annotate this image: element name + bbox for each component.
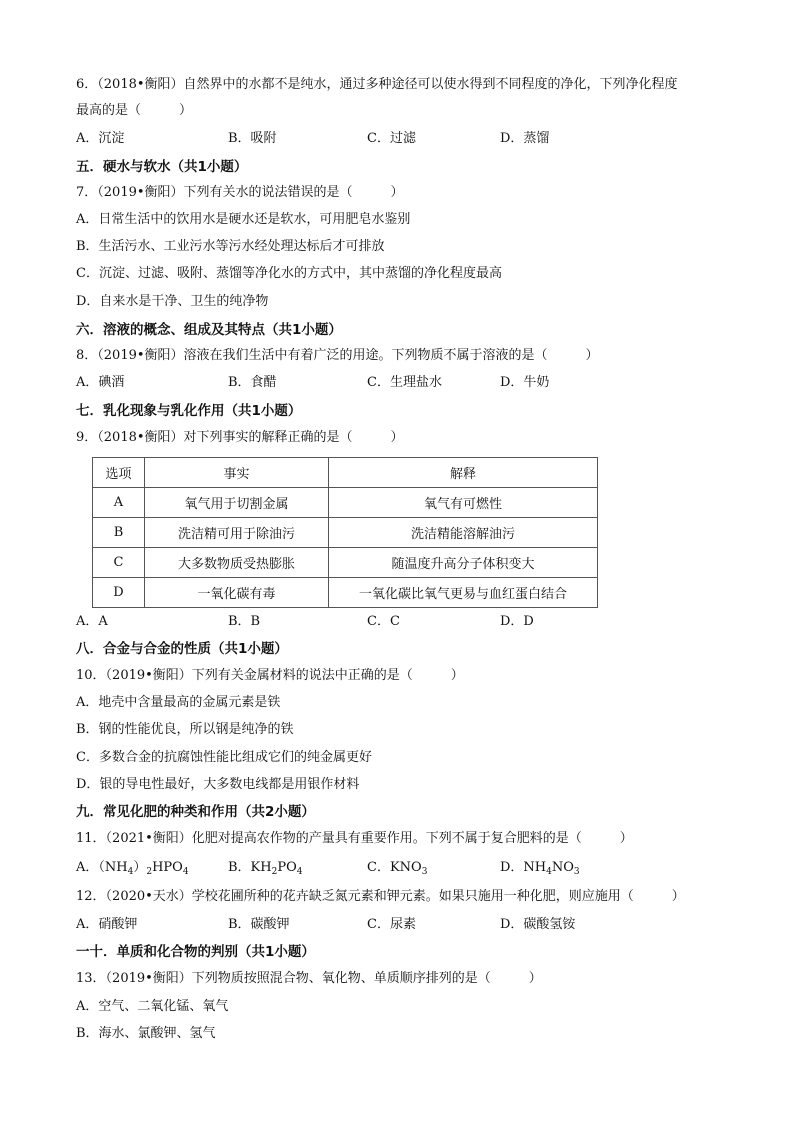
table-row: [93, 578, 598, 608]
section-9-heading: 九．常见化肥的种类和作用（共2小题）: [76, 804, 315, 820]
question-13-option-b: B．海水、氯酸钾、氢气: [76, 1026, 216, 1041]
section-6-heading: 六．溶液的概念、组成及其特点（共1小题）: [76, 322, 342, 338]
table-cell: C: [93, 548, 145, 578]
table-header-row: [93, 458, 598, 488]
question-10-option-c: C．多数合金的抗腐蚀性能比组成它们的纯金属更好: [76, 750, 372, 765]
section-8-heading: 八．合金与合金的性质（共1小题）: [76, 641, 288, 657]
question-12-option-c: C．尿素: [367, 917, 416, 932]
question-9-option-b: B．B: [228, 614, 261, 629]
question-8-option-d: D．牛奶: [500, 375, 550, 390]
question-9-option-c: C．C: [367, 614, 400, 629]
table-cell: 氧气用于切割金属: [145, 488, 329, 518]
question-7-option-d: D．自来水是干净、卫生的纯净物: [76, 294, 269, 309]
table-cell: A: [93, 488, 145, 518]
question-10-option-b: B．钢的性能优良，所以钢是纯净的铁: [76, 722, 294, 737]
question-7-option-b: B．生活污水、工业污水等污水经处理达标后才可排放: [76, 239, 385, 254]
table-cell: 洗洁精可用于除油污: [145, 518, 329, 548]
question-6-option-a: A．沉淀: [76, 131, 125, 146]
question-11-option-b: B．$KH_2PO_4$: [228, 860, 303, 877]
question-6-option-c: C．过滤: [367, 131, 416, 146]
question-10-option-d: D．银的导电性最好，大多数电线都是用银作材料: [76, 777, 360, 792]
question-8-option-a: A．碘酒: [76, 375, 125, 390]
question-9-table: [92, 457, 598, 608]
table-cell: 随温度升高分子体积变大: [329, 548, 598, 578]
question-12-option-a: A．硝酸钾: [76, 917, 138, 932]
question-6-option-d: D．蒸馏: [500, 131, 550, 146]
question-7-option-c: C．沉淀、过滤、吸附、蒸馏等净化水的方式中，其中蒸馏的净化程度最高: [76, 266, 502, 281]
table-cell: 氧气有可燃性: [329, 488, 598, 518]
question-10-stem: 10．（2019•衡阳）下列有关金属材料的说法中正确的是（ ）: [76, 668, 464, 683]
question-6-option-b: B．吸附: [228, 131, 277, 146]
table-cell: 一氧化碳比氧气更易与血红蛋白结合: [329, 578, 598, 608]
table-cell: 一氧化碳有毒: [145, 578, 329, 608]
table-cell: 大多数物质受热膨胀: [145, 548, 329, 578]
question-9-option-d: D．D: [500, 614, 534, 629]
question-9-stem: 9．（2018•衡阳）对下列事实的解释正确的是（ ）: [76, 430, 404, 445]
table-cell: 洗洁精能溶解油污: [329, 518, 598, 548]
table-header-cell: 解释: [329, 458, 598, 488]
question-7-option-a: A．日常生活中的饮用水是硬水还是软水，可用肥皂水鉴别: [76, 212, 411, 227]
table-row: [93, 518, 598, 548]
table-cell: D: [93, 578, 145, 608]
question-11-option-c: C．$KNO_3$: [367, 860, 428, 877]
question-13-stem: 13．（2019•衡阳）下列物质按照混合物、氧化物、单质顺序排列的是（ ）: [76, 971, 542, 986]
table-cell: B: [93, 518, 145, 548]
question-7-stem: 7．（2019•衡阳）下列有关水的说法错误的是（ ）: [76, 185, 404, 200]
section-5-heading: 五．硬水与软水（共1小题）: [76, 159, 248, 175]
question-8-option-b: B．食醋: [228, 375, 277, 390]
question-8-stem: 8．（2019•衡阳）溶液在我们生活中有着广泛的用途。下列物质不属于溶液的是（ ）: [76, 348, 599, 363]
section-10-heading: 一十．单质和化合物的判别（共1小题）: [76, 944, 315, 960]
table-header-cell: 选项: [93, 458, 145, 488]
question-12-option-b: B．碳酸钾: [228, 917, 290, 932]
question-11-option-a: A．$(NH_4)_2HPO_4$: [76, 860, 189, 877]
question-13-option-a: A．空气、二氧化锰、氧气: [76, 999, 229, 1014]
question-9-option-a: A．A: [76, 614, 108, 629]
question-12-stem: 12．（2020•天水）学校花圃所种的花卉缺乏氮元素和钾元素。如果只施用一种化肥，则应施用（ ）: [76, 889, 685, 904]
question-11-option-d: D．$NH_4NO_3$: [500, 860, 580, 877]
question-10-option-a: A．地壳中含量最高的金属元素是铁: [76, 695, 281, 710]
table-header-cell: 事实: [145, 458, 329, 488]
table-row: [93, 488, 598, 518]
question-8-option-c: C．生理盐水: [367, 375, 442, 390]
question-6-stem-line1: 6．（2018•衡阳）自然界中的水都不是纯水，通过多种途径可以使水得到不同程度的净化，下列净化程度: [76, 77, 678, 92]
table-row: [93, 548, 598, 578]
section-7-heading: 七．乳化现象与乳化作用（共1小题）: [76, 403, 302, 419]
question-11-stem: 11．（2021•衡阳）化肥对提高农作物的产量具有重要作用。下列不属于复合肥料的是（ ）: [76, 831, 633, 846]
question-12-option-d: D．碳酸氢铵: [500, 917, 576, 932]
question-6-stem-line2: 最高的是（ ）: [76, 103, 193, 118]
